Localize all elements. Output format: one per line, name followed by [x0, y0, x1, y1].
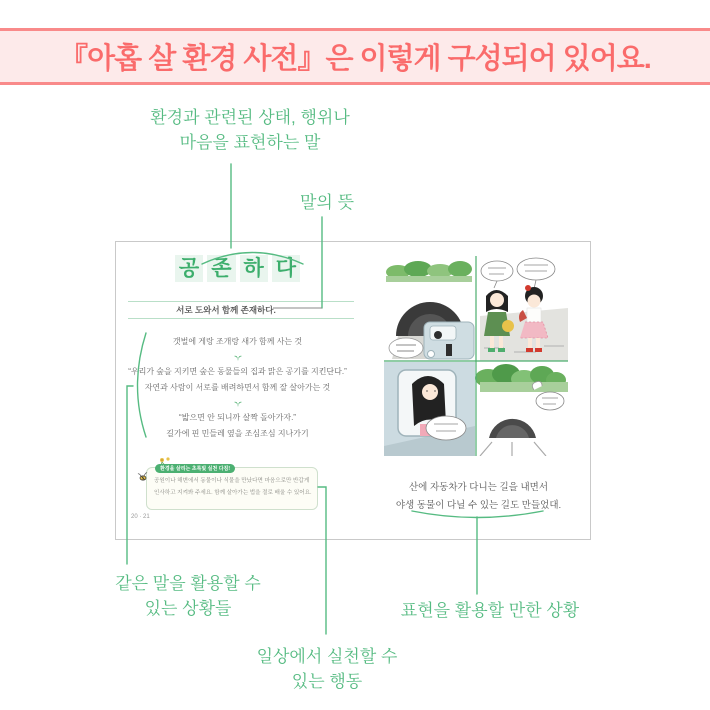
divider	[128, 318, 354, 319]
annotation-word-type: 환경과 관련된 상태, 행위나 마음을 표현하는 말	[150, 108, 350, 152]
left-page-body	[116, 334, 359, 442]
title-char: 공	[175, 255, 203, 282]
tip-text: 공원이나 해변에서 동물이나 식물을 만났다면 마음으로만 반갑게 인사하고 지켜봐 주세요. 함께 살아가는 법을 절로 배울 수 있어요.	[154, 478, 312, 496]
panel-tunnel	[386, 261, 474, 359]
sprout-icon	[232, 399, 244, 407]
title-char: 하	[240, 255, 268, 282]
sprout-icon	[232, 353, 244, 361]
panel-girls	[480, 258, 568, 361]
example-line: 갯벌에 게랑 조개랑 새가 함께 사는 것	[172, 337, 303, 346]
bee-icon	[137, 471, 149, 483]
book-spread	[115, 241, 591, 540]
annotation-situations: 같은 말을 활용할 수 있는 상황들	[115, 574, 261, 618]
annotation-usage: 표현을 활용할 만한 상황	[400, 601, 580, 620]
annotation-meaning: 말의 뜻	[300, 193, 354, 212]
left-page-title	[116, 255, 359, 282]
panel-wildlife-tunnel	[475, 364, 568, 456]
title-char: 다	[272, 255, 300, 282]
banner-title: 『아홉 살 환경 사전』은 이렇게 구성되어 있어요.	[59, 43, 651, 75]
right-page-caption: 산에 자동차가 다니는 길을 내면서 야생 동물이 다닐 수 있는 길도 만들었대.	[395, 482, 562, 511]
example-line: 길가에 핀 민들레 옆을 조심조심 지나가기	[166, 429, 309, 438]
panel-car-window	[384, 362, 475, 456]
example-line: “우리가 숲을 지키면 숲은 동물들의 집과 맑은 공기를 지킨단다.”	[128, 367, 347, 376]
word-definition: 서로 도와서 함께 존재하다.	[176, 305, 276, 315]
top-banner	[0, 28, 710, 85]
book-illustration	[384, 256, 568, 456]
practice-tip-box	[146, 467, 318, 510]
example-line: “밟으면 안 되니까 살짝 돌아가자.”	[179, 413, 296, 422]
page-number: 20 · 21	[131, 514, 150, 520]
title-char: 존	[207, 255, 235, 282]
divider	[128, 301, 354, 302]
tip-badge: 환경을 살리는 초록빛 실천 다짐!	[155, 464, 235, 473]
example-line: 자연과 사람이 서로를 배려하면서 함께 잘 살아가는 것	[144, 383, 331, 392]
annotation-actions: 일상에서 실천할 수 있는 행동	[256, 647, 398, 691]
